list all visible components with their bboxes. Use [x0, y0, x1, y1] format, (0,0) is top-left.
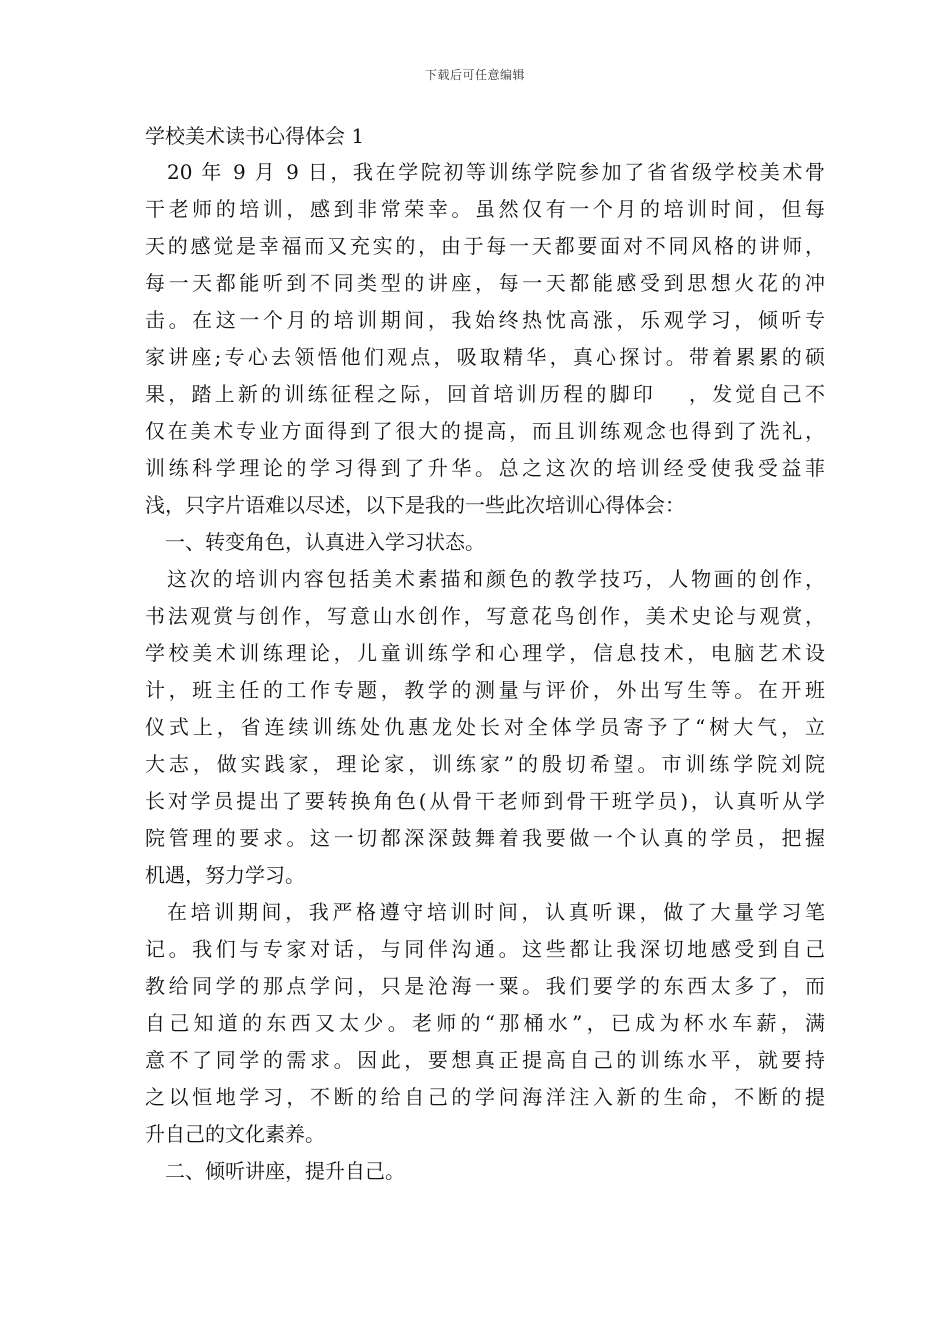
- text-line: 在培训期间，我严格遵守培训时间，认真听课，做了大量学习笔: [167, 900, 825, 924]
- text-line: 学校美术训练理论，儿童训练学和心理学，信息技术，电脑艺术设: [145, 641, 825, 665]
- page-header: 下载后可任意编辑: [424, 68, 525, 82]
- text-line: 训练科学理论的学习得到了升华。总之这次的培训经受使我受益菲: [145, 456, 825, 480]
- text-line: 计，班主任的工作专题，教学的测量与评价，外出写生等。在开班: [145, 678, 825, 702]
- text-line: 这次的培训内容包括美术素描和颜色的教学技巧，人物画的创作，: [167, 567, 825, 591]
- text-line: 记。我们与专家对话，与同伴沟通。这些都让我深切地感受到自己: [145, 937, 825, 961]
- text-line: 教给同学的那点学问，只是沧海一粟。我们要学的东西太多了，而: [145, 974, 825, 998]
- text-line: 20 年 9 月 9 日，我在学院初等训练学院参加了省省级学校美术骨: [167, 160, 825, 184]
- text-line: 长对学员提出了要转换角色(从骨干老师到骨干班学员)，认真听从学: [145, 789, 825, 813]
- document-title: 学校美术读书心得体会 1: [145, 124, 365, 148]
- text-line: 击。在这一个月的培训期间，我始终热忱高涨，乐观学习，倾听专: [145, 308, 825, 332]
- text-line: 干老师的培训，感到非常荣幸。虽然仅有一个月的培训时间，但每: [145, 197, 825, 221]
- text-line: 天的感觉是幸福而又充实的，由于每一天都要面对不同风格的讲师，: [145, 234, 825, 258]
- text-line: 机遇，努力学习。: [145, 863, 305, 887]
- text-line: 果，踏上新的训练征程之际，回首培训历程的脚印 ，发觉自己不: [145, 382, 825, 406]
- section-heading: 一、转变角色，认真进入学习状态。: [165, 530, 485, 554]
- text-line: 浅，只字片语难以尽述，以下是我的一些此次培训心得体会：: [145, 493, 685, 517]
- text-line: 家讲座;专心去领悟他们观点，吸取精华，真心探讨。带着累累的硕: [145, 345, 825, 369]
- text-line: 院管理的要求。这一切都深深鼓舞着我要做一个认真的学员，把握: [145, 826, 825, 850]
- text-line: 之以恒地学习，不断的给自己的学问海洋注入新的生命，不断的提: [145, 1085, 825, 1109]
- text-line: 自己知道的东西又太少。老师的“那桶水”，已成为杯水车薪，满: [145, 1011, 825, 1035]
- text-line: 每一天都能听到不同类型的讲座，每一天都能感受到思想火花的冲: [145, 271, 825, 295]
- text-line: 仪式上，省连续训练处仇惠龙处长对全体学员寄予了“树大气，立: [145, 715, 825, 739]
- text-line: 书法观赏与创作，写意山水创作，写意花鸟创作，美术史论与观赏，: [145, 604, 825, 628]
- section-heading: 二、倾听讲座，提升自己。: [165, 1159, 405, 1183]
- text-line: 仅在美术专业方面得到了很大的提高，而且训练观念也得到了洗礼，: [145, 419, 825, 443]
- text-line: 升自己的文化素养。: [145, 1122, 325, 1146]
- text-line: 意不了同学的需求。因此，要想真正提高自己的训练水平，就要持: [145, 1048, 825, 1072]
- text-line: 大志，做实践家，理论家，训练家”的殷切希望。市训练学院刘院: [145, 752, 825, 776]
- document-body: [145, 154, 825, 1190]
